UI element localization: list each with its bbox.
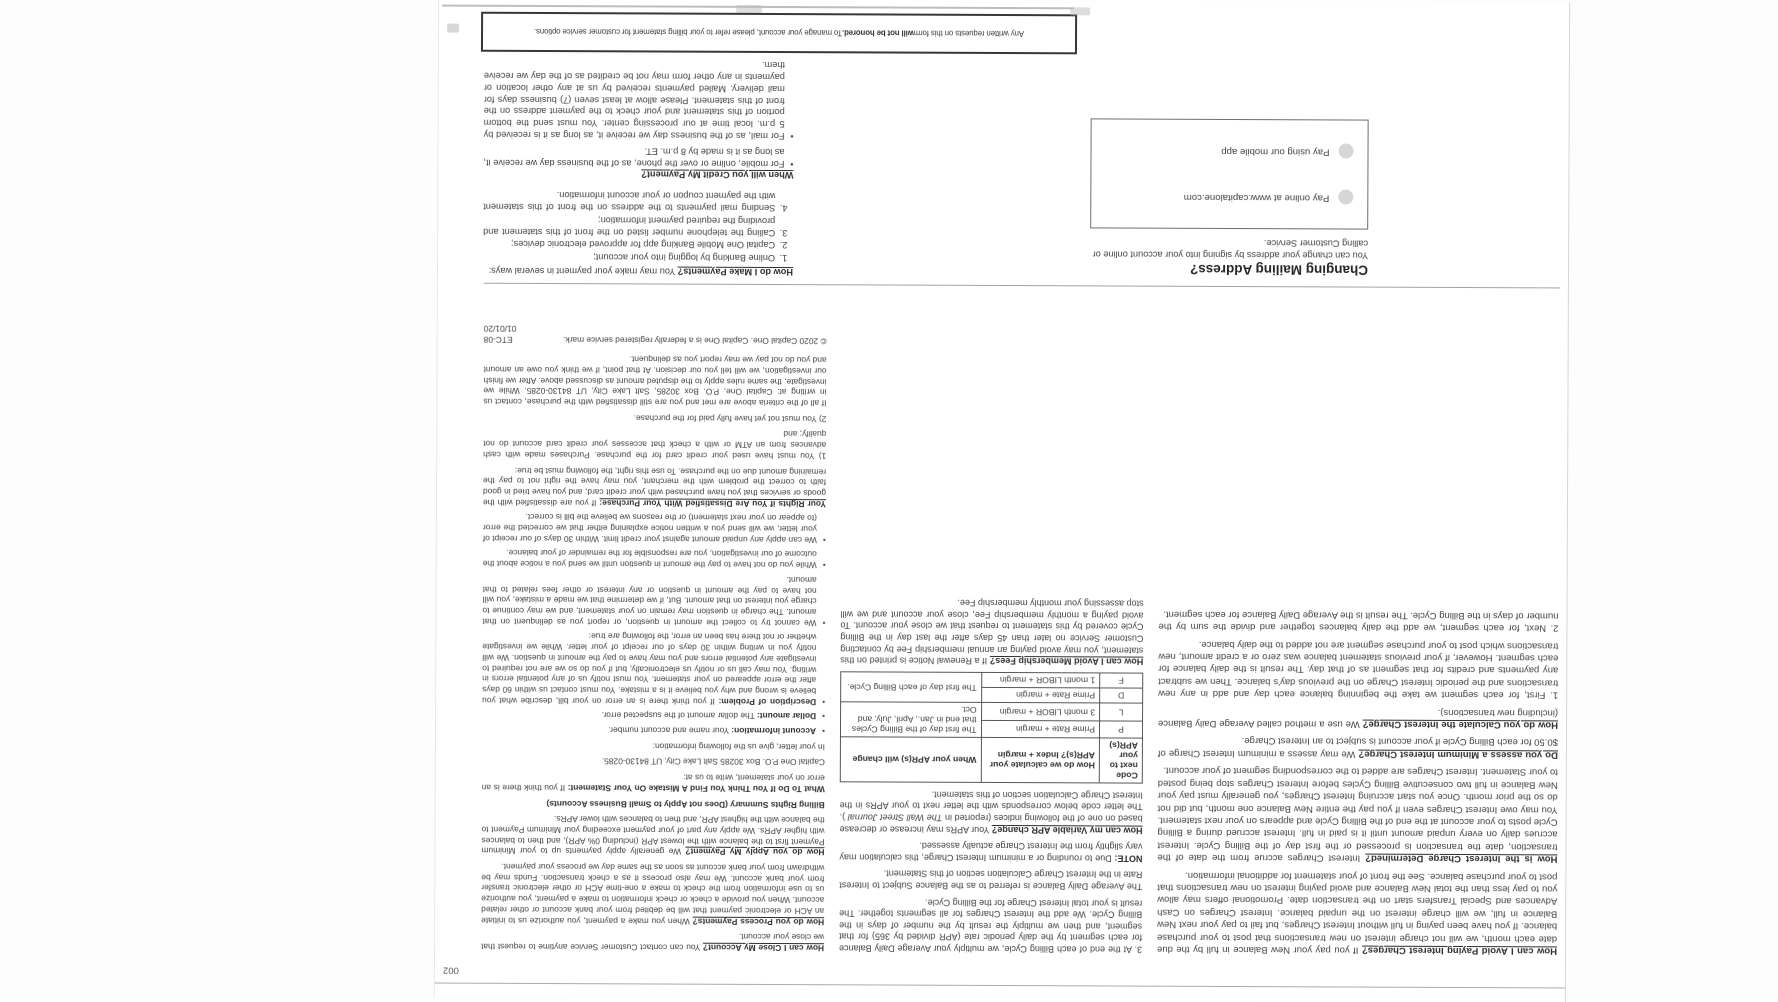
apr-calc-cell: 3 month LIBOR + margin <box>981 703 1100 721</box>
apr-code-cell: L <box>1100 703 1143 721</box>
banner-text: Any written requests on this form <box>913 29 1025 39</box>
body-text: We cannot try to collect the amount in question, or report you as delinquent on that amount. The charge in question may remain on your statement, and we may continue to charge you interest on that amount. But, if we determine that we made a mistake, you will not have to pay the amount in question or any interest or other fees related to that amount. <box>482 574 817 628</box>
terms-column-right <box>481 323 827 953</box>
paragraph <box>482 740 825 752</box>
credit-payment-bullet <box>484 57 794 141</box>
body-text: When you make a payment, you authorize us to initiate an ACH or electronic payment that will be debited from your bank account or other related account. When you provide a check or check information to make a payment, you authorize us to use information from the check to make a one-time ACH or other electronic transfer from your bank account. We may also process it as a check transaction. Funds may be withdrawn from your bank account as soon as the same day we process your payment. <box>481 861 825 927</box>
paragraph <box>482 798 825 810</box>
changing-mailing-address-section <box>1083 118 1369 276</box>
bullet-item <box>482 630 825 706</box>
apr-table-header-row <box>840 737 1142 783</box>
body-text: If you think there is an error on your bill, describe what you believe is wrong and why you believe it is a mistake. You must contact us within 60 days after the error appeared on your statement. You must notify us of any potential errors in writing. You may call us or notify us electronically, but if you do so we are not required to investigate any potential errors and you may have to pay the amount in question. We will notify you in writing within 30 days of our receipt of your letter. While we investigate whether or not there has been an error, the following are true: <box>482 631 817 707</box>
body-text: If you pay your New Balance in full by the due date each month, we will not charge interest on new transactions that post to your purchase balance. If you have been paying in full without Interest Charges, but fail to pay your next New Balance in full, we will charge interest on the unpaid balance. Interest Charges on Cash Advances and Special Transfers start on the transaction date. Promotional offers may allow you to pay less than the total New Balance and avoid paying interest on new transactions that post to your purchase balance. See the front of your statement for additional information. <box>1157 869 1558 956</box>
bullet-text <box>482 630 816 706</box>
mailing-address-body: You can change your address by signing into your account online or calling Customer Service. <box>1092 238 1369 261</box>
pay-online-label: Pay online at www.capitalone.com <box>1183 191 1330 203</box>
bullet-item <box>482 573 825 628</box>
section-heading: NOTE: <box>1114 853 1143 864</box>
paragraph <box>481 861 824 927</box>
banner-text: To manage your account, please refer to your billing statement for customer service options. <box>534 27 843 38</box>
payment-methods-list <box>483 188 777 263</box>
paragraph <box>839 839 1142 864</box>
body-text: If all of the criteria above are met and you are still dissatisfied with the purchase, contact us in writing at: Capital One, P.O. Box 30285, Salt Lake City, UT 84130-0285. While we investigate, the same rules apply to the disputed amount as discussed above. After we finish our investigation, we will tell you our decision. At that point, if we think you owe an amount and you do not pay we may report you as delinquent. <box>483 354 827 409</box>
body-text: The Wall Street Journal <box>847 812 943 823</box>
terms-column-left <box>1157 326 1560 956</box>
section-heading: How can I Close My Account? <box>702 942 825 954</box>
paragraph <box>840 788 1143 836</box>
paragraph <box>1158 637 1558 701</box>
scanned-statement-page <box>434 0 1570 1002</box>
body-text: 1) You must have used your credit card for the purchase. Purchases made with cash advances from an ATM or with a check that accesses your credit card account do not qualify; and <box>483 429 827 462</box>
paragraph <box>482 771 825 794</box>
pay-mobile-label: Pay using our mobile app <box>1221 145 1330 157</box>
bullet-item <box>482 724 825 736</box>
bullet-marker: • <box>790 158 794 169</box>
bullet-marker: • <box>822 535 826 546</box>
pay-online-option <box>1091 188 1353 204</box>
paragraph <box>839 867 1142 892</box>
body-text: In your letter, give us the following information: <box>652 741 825 752</box>
paragraph <box>1157 868 1557 957</box>
make-payments-lead <box>483 264 793 277</box>
make-payments-heading: How do I Make Payments? <box>677 266 794 278</box>
paragraph <box>481 813 824 857</box>
bullet-marker: • <box>822 696 826 707</box>
bullet-text <box>483 511 817 545</box>
make-payments-section <box>483 53 794 277</box>
terms-columns <box>481 323 1560 956</box>
section-heading: How do you Process Payments? <box>692 916 825 927</box>
credit-payment-text: For mobile, online or over the phone, as of the business day we receive it, as long as it is made by 8 p.m. ET. <box>483 146 785 169</box>
section-heading: How can I Avoid Membership Fees? <box>989 656 1144 667</box>
bullet-text <box>483 548 817 571</box>
body-text: If a Renewal Notice is printed on this statement, you may avoid paying an annual membership Fee by contacting Customer Service no later than 45 days after the last day in the Billing Cycle covered by this statement to request that we close your account. To avoid paying a monthly membership Fee, close your account and we will stop assessing your monthly membership Fee. <box>840 598 1144 667</box>
payment-method-item: 4. Sending mail payments to the address on the front of this statement with the payment coupon or your account information. <box>483 188 777 213</box>
apr-code-cell: D <box>1100 688 1143 703</box>
bullet-marker: • <box>790 131 794 142</box>
bullet-marker: • <box>822 711 826 722</box>
form-code: ETC-08 <box>483 334 513 345</box>
section-heading: Account information: <box>731 725 817 737</box>
body-text: ). The letter code below corresponds with the letter next to your APRs in the Interest Charge Calculation section of this statement. <box>839 789 1143 823</box>
bullet-marker: • <box>822 617 826 628</box>
body-text: Capital One P.O. Box 30285 Salt Lake City, UT 84130-0285. <box>601 756 825 768</box>
paragraph <box>483 353 826 408</box>
body-text: While you do not have to pay the amount in question until we send you a notice about the outcome of our investigation, you are responsible for the remainder of your balance. <box>482 548 817 571</box>
bullet-item <box>482 709 825 721</box>
payment-options-box <box>1090 118 1368 229</box>
body-text: The Average Daily Balance is referred to as the Balance Subject to Interest Rate in the Interest Charge Calculation section of this Statement. <box>839 868 1143 892</box>
scan-smudge <box>736 5 762 13</box>
bullet-list <box>482 511 826 736</box>
credit-payment-text: For mail, as of the business day we receive it, as long as it is received by 5 p.m. local time at our processing center. You must send the bottom portion of this statement and your check to the payment address on the front of this statement. Please allow at least seven (7) business days for mail delivery. Mailed payments received by us at any other location or payments in any other form may not be credited as of the day we receive them. <box>483 60 785 142</box>
apr-calc-cell: 1 month LIBOR + margin <box>981 673 1100 689</box>
apr-table-header-cell: Code next to your APR(s) <box>1099 738 1142 783</box>
apr-code-cell: P <box>1099 721 1142 739</box>
bullet-text <box>482 724 816 736</box>
apr-table-body <box>840 672 1142 738</box>
body-text: Your name and account number. <box>608 725 732 736</box>
scan-smudge <box>1070 7 1090 15</box>
section-heading: How do you Apply My Payment? <box>685 846 825 858</box>
section-heading: How is the Interest Charge Determined? <box>1365 852 1558 865</box>
paragraph <box>482 755 825 767</box>
body-text: If you are dissatisfied with the goods or services that you have purchased with your credit card, and you have tried in good faith to correct the problem with the merchant, you may have the right not to pay the remaining amount due on the purchase. To use this right, the following must be true: <box>482 465 827 508</box>
payment-method-item: 1. Online Banking by logging into your account; <box>483 250 777 263</box>
apr-when-cell: The first day of the Billing Cycles that end in Jan., April, July, and Oct. <box>840 702 981 738</box>
section-heading: Description of Problem: <box>718 696 817 707</box>
payment-method-item: 3. Calling the telephone number listed on the front of this statement and providing the required payment information; <box>483 213 777 238</box>
page-number: 002 <box>442 964 459 976</box>
paragraph <box>1158 734 1558 761</box>
pay-mobile-option <box>1091 142 1353 158</box>
page-top-rule <box>435 983 1565 989</box>
section-heading: How can my Variable APR change? <box>991 824 1143 836</box>
apr-calc-cell: Prime Rate + margin <box>981 688 1100 704</box>
banner-bold-text: will not be honored. <box>842 28 914 39</box>
paragraph <box>840 596 1143 667</box>
section-heading: How do you Calculate the Interest Charge? <box>1362 718 1559 731</box>
payment-method-item: 2. Capital One Mobile Banking app for approved electronic devices; <box>483 237 777 250</box>
terms-column-middle <box>839 325 1145 955</box>
scan-smudge <box>447 24 459 33</box>
body-text: We may assess a minimum Interest Charge of $0.50 for each Billing Cycle if your account is subject to an Interest Charge. <box>1157 735 1558 760</box>
body-text: The dollar amount of the suspected error. <box>601 710 757 722</box>
bullet-marker: • <box>822 560 826 571</box>
apr-table-header-cell: How do we calculate your APR(s)? Index + margin <box>981 738 1100 784</box>
body-text: We use a method called Average Daily Balance (including new transactions). <box>1158 706 1559 730</box>
section-heading: Billing Rights Summary (Does not Apply to Small Business Accounts) <box>546 798 825 810</box>
written-requests-notice-banner <box>481 12 1077 55</box>
apr-table <box>840 672 1143 784</box>
section-heading: Do you assess a Minimum Interest Charge? <box>1358 748 1558 761</box>
paragraph <box>1158 607 1558 634</box>
body-text: 3. At the end of each Billing Cycle, we multiply your Average Daily Balance for each segment by the daily periodic rate (APR divided by 365) for that segment, and then we multiply the result by the number of days in the Billing Cycle. We add the Interest Charges for all segments together. The result is your total Interest Charge for the Billing Cycle. <box>839 897 1143 955</box>
body-text: Interest Charges accrue from the date of the transaction, date the transaction is processed or the first day of the Billing Cycle. Interest accrues daily on every unpaid amount until it is paid in full. Interest accrued during a Billing Cycle posts to your account at the end of the Billing Cycle and appears on your next statement. You may owe Interest Charges even if you pay the entire New Balance one month, but did not do so the prior month. Once you start accruing Interest Charges, you generally must pay your New Balance in full two consecutive Billing Cycles before Interest Charges stop being posted to your Statement. Interest Charges are added to the corresponding segment of your account. <box>1157 765 1558 864</box>
form-codes <box>484 323 517 344</box>
mailing-address-heading: Changing Mailing Address? <box>1189 261 1369 278</box>
apr-code-cell: F <box>1100 673 1143 688</box>
paragraph <box>1158 704 1558 731</box>
apr-table-row <box>840 720 1142 739</box>
body-text: You can contact Customer Service anytime to request that we close your account. <box>481 932 825 953</box>
bullet-item <box>483 548 826 571</box>
body-text: Your APRs may increase or decrease based on one of the following indices (reported in <box>839 812 1143 835</box>
paragraph <box>839 895 1142 954</box>
copyright-text: © 2020 Capital One. Capital One is a federally registered service mark. <box>563 334 827 346</box>
paragraph <box>483 428 826 462</box>
bullet-item <box>483 511 826 545</box>
apr-when-cell: The first day of each Billing Cycle. <box>841 672 982 703</box>
section-divider-rule <box>484 283 1560 289</box>
paragraph <box>483 412 826 424</box>
paragraph <box>481 930 824 953</box>
bullet-text <box>482 573 816 628</box>
option-circle-icon <box>1338 190 1353 205</box>
option-circle-icon <box>1338 144 1353 159</box>
body-text: 2. Next, for each segment, we add the daily balances together and divide the sum by the number of days in the Billing Cycle. The result is the Average Daily Balance for each segment. <box>1158 608 1559 634</box>
make-payments-intro: You may make your payment in several ways: <box>488 265 678 277</box>
body-text: We can apply any unpaid amount against your credit limit. Within 30 days of our receipt of your letter, we will send you a written notice explaining either that we corrected the error (to appear on your next statement) or the reasons we believe the bill is correct. <box>482 512 817 545</box>
body-text: We generally apply payments up to your Minimum Payment first to the balance with the lowest APR (including 0% APR), and then to balances with higher APRs. We apply any part of your payment exceeding your Minimum Payment to the balance with the highest APR, and then to balances with lower APRs. <box>481 814 825 857</box>
apr-calc-cell: Prime Rate + margin <box>981 720 1100 738</box>
bullet-text <box>482 709 816 721</box>
colophon <box>484 323 827 345</box>
body-text: Due to rounding or a minimum Interest Charge, this calculation may vary slightly from the Interest Charge actually assessed. <box>839 840 1143 864</box>
paragraph <box>483 465 826 509</box>
bullet-marker: • <box>822 726 826 737</box>
section-heading: Dollar amount: <box>756 711 817 722</box>
body-text: If you think there is an error on your statement, write to us at: <box>481 772 825 793</box>
credit-payment-heading: When will you Credit My Payment? <box>641 169 794 181</box>
form-code: 01/01/20 <box>483 323 517 334</box>
section-heading: How can I Avoid Paying Interest Charges? <box>1361 944 1558 957</box>
section-heading: What To Do If You Think You Find A Mistake On Your Statement: <box>567 782 825 795</box>
body-text: 2) You must not yet have fully paid for the purchase. <box>633 413 827 424</box>
apr-table-head <box>840 737 1142 783</box>
apr-table-header-cell: When your APR(s) will change <box>840 737 981 783</box>
paragraph <box>1157 764 1557 865</box>
section-heading: Your Rights if You Are Dissatisfied With Your Purchase: <box>599 497 827 509</box>
body-text: 1. First, for each segment we take the beginning balance each day and add in any new transactions and the periodic Interest Charge on the previous day's balance. Then we subtract any payments and credits for that segment as of that day. The result is the daily balance for each segment. However, if your previous statement balance was zero or a credit amount, new transactions which post to your purchase segment are not added to the daily balance. <box>1158 638 1559 701</box>
credit-payment-bullet <box>483 144 793 169</box>
apr-table-row <box>841 687 1143 703</box>
